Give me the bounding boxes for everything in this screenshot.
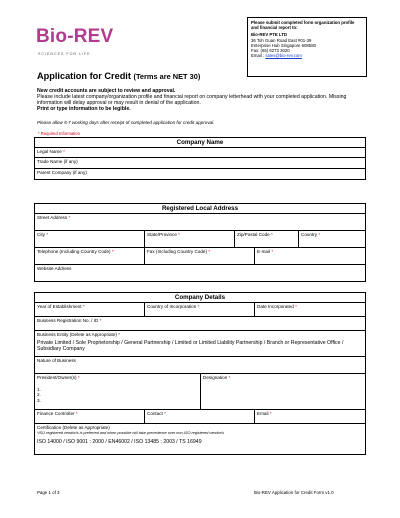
website-row (35, 265, 366, 282)
city-field[interactable] (35, 231, 145, 247)
company-name-section (34, 137, 366, 180)
legal-name-label: Legal Name (37, 149, 62, 154)
country-field[interactable] (299, 231, 366, 247)
street-field[interactable] (35, 214, 366, 230)
year-established-label: Year of Establishment (37, 304, 82, 309)
required-star: * (197, 304, 200, 309)
entity-row (35, 331, 366, 357)
required-star: * (270, 232, 273, 237)
website-label: Website Address (37, 266, 72, 271)
page-number: Page 1 of 3 (37, 490, 60, 495)
submission-address-1: 36 Toh Guan Road East #01-39 (251, 37, 312, 43)
parent-company-field[interactable] (35, 169, 366, 179)
legal-name-row (35, 148, 366, 158)
company-details-section (34, 292, 366, 455)
designation-label: Designation (203, 375, 228, 380)
state-field[interactable] (145, 231, 235, 247)
finance-controller-label: Finance Controller (37, 411, 75, 416)
nature-row (35, 357, 366, 374)
submission-heading: Please submit completed form organization profile and financial report to: (251, 20, 355, 31)
finance-controller-field[interactable] (35, 410, 145, 423)
zip-label: Zip/Postal Code (237, 232, 270, 237)
contact-label: Contact (147, 411, 163, 416)
establishment-row (35, 303, 366, 317)
certification-field[interactable] (35, 424, 366, 454)
title-main: Application for Credit (37, 71, 131, 81)
form-version: Bio-REV Application for Credit Form v1.0 (254, 490, 334, 495)
city-label: City (37, 232, 45, 237)
required-star: * (178, 232, 180, 237)
registration-field[interactable] (35, 317, 366, 330)
company-name-header: Company Name (35, 138, 366, 148)
required-star: * (271, 249, 274, 254)
iso-options: ISO 14000 / ISO 9001 : 2000 / EN46002 / ISO 13485 : 2003 / TS 16949 (37, 438, 202, 445)
incorporation-country-field[interactable] (145, 303, 255, 316)
submission-address-2: Enterprise Hub Singapore 608580 (251, 42, 316, 48)
nature-label: Nature of Business (37, 358, 76, 363)
president-row (35, 374, 366, 410)
entity-options: Private Limited / Sole Proprietorship / General Partnership / Limited or Limited Liability Partnership / Branch or Representative Office / Subsidiary Company (37, 339, 344, 352)
president-label: President/Owner(s) (37, 375, 77, 380)
note-legible: Print or type information to be legible. (37, 106, 131, 113)
date-incorporated-label: Date Incorporated (257, 304, 294, 309)
page-title (37, 71, 200, 81)
president-list-2: 2. (37, 392, 41, 398)
finance-email-label: Email (257, 411, 269, 416)
telephone-row (35, 248, 366, 265)
required-star: * (118, 332, 120, 337)
telephone-label: Telephone (Including Country Code) (37, 249, 111, 254)
logo-wordmark: Bio-REV (36, 26, 114, 47)
submission-email-line (251, 53, 363, 58)
required-star: * (63, 149, 65, 154)
required-star: * (111, 249, 114, 254)
president-list-3: 3. (37, 397, 41, 403)
submission-fax: Fax: (65) 6273 3020 (251, 48, 290, 54)
required-star: * (164, 411, 166, 416)
required-legend: * Required Information (38, 131, 80, 136)
street-row (35, 214, 366, 231)
certification-label: Certification (Delete as Appropriate) (37, 425, 110, 430)
company-logo (36, 26, 126, 66)
required-star: * (208, 249, 211, 254)
certification-note: *ISO registered vendor/s is preferred and when possible will take precedence over non-ISO registered vendor/s (37, 430, 224, 435)
local-address-header: Registered Local Address (35, 204, 366, 214)
trade-name-field[interactable] (35, 158, 366, 168)
email-label: Email : (251, 53, 266, 59)
email-link[interactable]: sales@bio-rev.com (265, 53, 302, 59)
city-row (35, 231, 366, 248)
company-details-header: Company Details (35, 293, 366, 303)
registration-label: Business Registration No. / ID (37, 318, 99, 323)
required-star: * (295, 304, 297, 309)
email-field[interactable] (255, 248, 366, 264)
local-address-section (34, 203, 366, 282)
state-label: State/Province (147, 232, 177, 237)
parent-company-label: Parent Company (if any) (37, 170, 87, 175)
required-star: * (318, 232, 321, 237)
certification-row (35, 424, 366, 455)
finance-row (35, 410, 366, 424)
parent-company-row (35, 169, 366, 180)
submission-info-box (247, 17, 367, 77)
finance-email-field[interactable] (255, 410, 366, 423)
year-established-field[interactable] (35, 303, 145, 316)
country-label: Country (301, 232, 318, 237)
logo-tagline: SCIENCES FOR LIFE (38, 52, 91, 56)
nature-field[interactable] (35, 357, 366, 373)
trade-name-label: Trade Name (if any) (37, 159, 78, 164)
fax-label: Fax (Including Country Code) (147, 249, 208, 254)
president-list-1: 1. (37, 386, 41, 392)
fax-field[interactable] (145, 248, 255, 264)
email-label: E-mail (257, 249, 271, 254)
required-star: * (82, 304, 85, 309)
website-field[interactable] (35, 265, 366, 281)
required-star: * (46, 232, 48, 237)
required-star: * (269, 411, 272, 416)
submission-company: Bio-REV PTE LTD (251, 32, 287, 38)
zip-field[interactable] (235, 231, 299, 247)
required-star: * (228, 375, 231, 380)
note-allow-days: Please allow 5-7 working days after receipt of completed application for credit approval. (37, 120, 215, 125)
required-star: * (99, 318, 102, 323)
street-label: Street Address (37, 215, 68, 220)
entity-field[interactable] (35, 331, 366, 356)
trade-name-row (35, 158, 366, 169)
note-include: Please include latest company/organization profile and financial report on company letterhead with your completed application. Missing information will delay approval or may result in denial of the application. (37, 94, 347, 107)
contact-field[interactable] (145, 410, 255, 423)
telephone-field[interactable] (35, 248, 145, 264)
incorporation-country-label: Country of Incorporation (147, 304, 197, 309)
required-star: * (68, 215, 71, 220)
registration-row (35, 317, 366, 331)
entity-label: Business Entity (Delete as Appropriate) (37, 332, 117, 337)
instructions (37, 88, 367, 112)
date-incorporated-field[interactable] (255, 303, 366, 316)
title-terms: (Terms are NET 30) (133, 72, 201, 81)
required-star: * (75, 411, 78, 416)
designation-field[interactable] (201, 374, 366, 409)
required-star: * (77, 375, 80, 380)
legal-name-field[interactable] (35, 148, 366, 157)
president-field[interactable] (35, 374, 201, 409)
note-review: New credit accounts are subject to review and approval. (37, 88, 176, 94)
